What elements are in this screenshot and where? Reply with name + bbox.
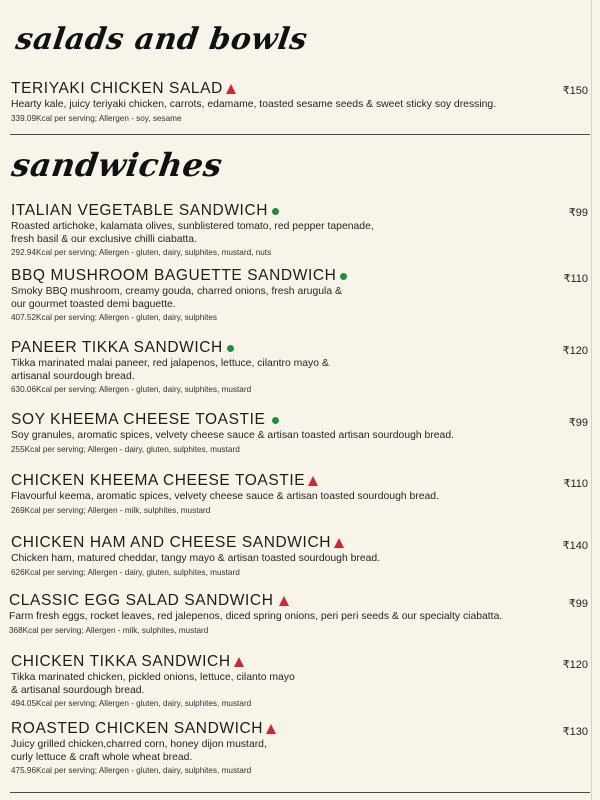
- item-name: ROASTED CHICKEN SANDWICH: [11, 720, 551, 738]
- item-name: CLASSIC EGG SALAD SANDWICH: [9, 592, 549, 610]
- veg-dot-icon: [227, 345, 234, 352]
- item-name: ITALIAN VEGETABLE SANDWICH: [11, 202, 551, 220]
- veg-dot-icon: [340, 273, 347, 280]
- menu-item-chicken-kheema-cheese-toastie: [11, 472, 551, 516]
- item-nutrition: 368Kcal per serving; Allergen - milk, sulphites, mustard: [9, 625, 209, 635]
- item-name: PANEER TIKKA SANDWICH: [11, 339, 551, 357]
- item-name: CHICKEN TIKKA SANDWICH: [11, 653, 551, 671]
- item-nutrition: 407.52Kcal per serving; Allergen - gluten, dairy, sulphites: [11, 313, 218, 322]
- section-divider: [10, 134, 590, 135]
- item-nutrition: 339.09Kcal per serving; Allergen - soy, sesame: [11, 113, 182, 123]
- menu-item-soy-kheema-cheese-toastie: [11, 411, 551, 455]
- nonveg-triangle-icon: [334, 538, 344, 548]
- veg-dot-icon: [272, 417, 279, 424]
- item-price: ₹150: [562, 85, 588, 97]
- item-price: ₹120: [562, 659, 588, 671]
- nonveg-triangle-icon: [234, 657, 244, 667]
- item-nutrition: 630.06Kcal per serving; Allergen - gluten, dairy, sulphites, mustard: [11, 385, 252, 394]
- item-price: ₹99: [568, 417, 588, 429]
- item-price: ₹99: [568, 207, 588, 219]
- nonveg-triangle-icon: [226, 84, 236, 94]
- item-price: ₹140: [562, 540, 588, 552]
- menu-item-roasted-chicken-sandwich: [11, 720, 551, 776]
- item-description: Juicy grilled chicken,charred corn, honey dijon mustard, curly lettuce & craft whole wheat bread.: [11, 739, 267, 763]
- menu-item-italian-vegetable-sandwich: [11, 202, 551, 258]
- nonveg-triangle-icon: [308, 476, 318, 486]
- item-description: Chicken ham, matured cheddar, tangy mayo & artisan toasted sourdough bread.: [11, 553, 381, 564]
- menu-item-bbq-mushroom-baguette-sandwich: [11, 267, 551, 323]
- item-nutrition: 626Kcal per serving; Allergen - dairy, gluten, sulphites, mustard: [11, 567, 240, 577]
- item-price: ₹99: [568, 598, 588, 610]
- item-nutrition: 292.94Kcal per serving; Allergen - gluten, dairy, sulphites, mustard, nuts: [11, 248, 272, 257]
- item-description: Farm fresh eggs, rocket leaves, red jalepenos, diced spring onions, peri peri seeds & our specialty ciabatta.: [9, 611, 503, 622]
- item-description: Flavourful keema, aromatic spices, velvety cheese sauce & artisan toasted sourdough bread.: [11, 491, 439, 502]
- menu-item-classic-egg-salad-sandwich: [9, 592, 549, 636]
- item-price: ₹110: [563, 478, 588, 490]
- item-price: ₹110: [563, 273, 588, 285]
- veg-dot-icon: [272, 208, 279, 215]
- item-description: Roasted artichoke, kalamata olives, sunblistered tomato, red pepper tapenade, fresh basil & our exclusive chilli ciabatta.: [11, 221, 374, 245]
- item-nutrition: 269Kcal per serving; Allergen - milk, sulphites, mustard: [11, 505, 211, 515]
- item-description: Tikka marinated malai paneer, red jalapenos, lettuce, cilantro mayo & artisanal sourdough bread.: [11, 358, 329, 382]
- item-nutrition: 255Kcal per serving; Allergen - dairy, gluten, sulphites, mustard: [11, 444, 240, 454]
- item-name: BBQ MUSHROOM BAGUETTE SANDWICH: [11, 267, 551, 285]
- item-description: Hearty kale, juicy teriyaki chicken, carrots, edamame, toasted sesame seeds & sweet sticky soy dressing.: [11, 99, 497, 110]
- menu-item-chicken-ham-and-cheese-sandwich: [11, 534, 551, 578]
- item-name: SOY KHEEMA CHEESE TOASTIE: [11, 411, 551, 429]
- item-description: Soy granules, aromatic spices, velvety cheese sauce & artisan toasted artisan sourdough bread.: [11, 430, 455, 441]
- item-nutrition: 494.05Kcal per serving; Allergen - gluten, dairy, sulphites, mustard: [11, 699, 252, 708]
- menu-item-paneer-tikka-sandwich: [11, 339, 551, 395]
- section-title-salads: salads and bowls: [13, 22, 310, 57]
- item-price: ₹130: [562, 726, 588, 738]
- bottom-divider: [10, 792, 590, 793]
- page-edge-line: [591, 0, 592, 800]
- nonveg-triangle-icon: [279, 596, 289, 606]
- item-description: Tikka marinated chicken, pickled onions, lettuce, cilanto mayo & artisanal sourdough bread.: [11, 672, 295, 696]
- item-name: TERIYAKI CHICKEN SALAD: [11, 80, 551, 98]
- item-price: ₹120: [562, 345, 588, 357]
- item-nutrition: 475.96Kcal per serving; Allergen - gluten, dairy, sulphites, mustard: [11, 766, 252, 775]
- menu-item-teriyaki-chicken-salad: [11, 80, 551, 124]
- nonveg-triangle-icon: [266, 724, 276, 734]
- menu-item-chicken-tikka-sandwich: [11, 653, 551, 709]
- section-title-sandwiches: sandwiches: [9, 146, 225, 184]
- item-name: CHICKEN KHEEMA CHEESE TOASTIE: [11, 472, 551, 490]
- item-name: CHICKEN HAM AND CHEESE SANDWICH: [11, 534, 551, 552]
- item-description: Smoky BBQ mushroom, creamy gouda, charred onions, fresh arugula & our gourmet toasted demi baguette.: [11, 286, 342, 310]
